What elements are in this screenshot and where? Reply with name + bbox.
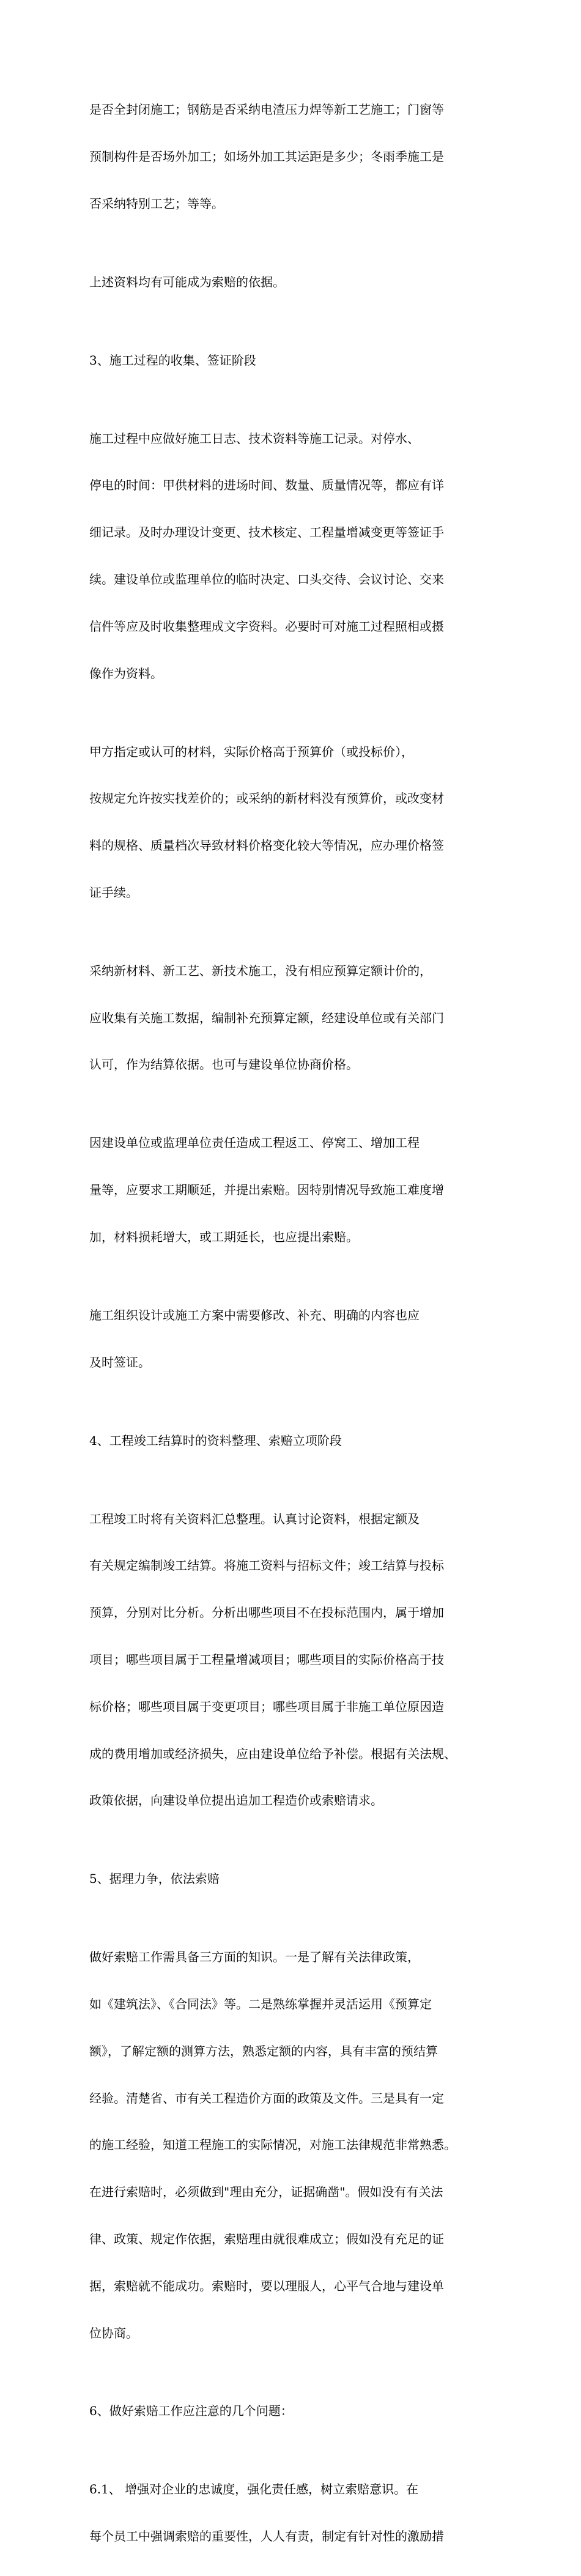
paragraph-rework-claims xyxy=(89,1104,493,1277)
text-line: 4、工程竣工结算时的资料整理、索赔立项阶段 xyxy=(89,1433,342,1448)
text-line: 的施工经验，知道工程施工的实际情况，对施工法律规范非常熟悉。 xyxy=(89,2137,456,2153)
text-line: 在进行索赔时，必须做到"理由充分，证据确凿"。假如没有有关法 xyxy=(89,2184,443,2200)
section-heading-5 xyxy=(89,1840,493,1918)
paragraph-claims-basis xyxy=(89,243,493,322)
text-line: 标价格；哪些项目属于变更项目；哪些项目属于非施工单位原因造 xyxy=(89,1699,444,1714)
text-line: 料的规格、质量档次导致材料价格变化较大等情况，应办理价格签 xyxy=(89,838,444,853)
text-line: 是否全封闭施工；钢筋是否采纳电渣压力焊等新工艺施工；门窗等 xyxy=(89,102,444,117)
text-line: 信件等应及时收集整理成文字资料。必要时可对施工过程照相或摄 xyxy=(89,618,444,634)
text-line: 像作为资料。 xyxy=(89,666,163,681)
text-line: 经验。清楚省、市有关工程造价方面的政策及文件。三是具有一定 xyxy=(89,2090,444,2106)
text-line: 预制构件是否场外加工；如场外加工其运距是多少；冬雨季施工是 xyxy=(89,149,444,164)
text-line: 加，材料损耗增大，或工期延长，也应提出索赔。 xyxy=(89,1229,358,1244)
text-line: 甲方指定或认可的材料，实际价格高于预算价（或投标价）， xyxy=(89,744,413,759)
section-heading-6 xyxy=(89,2372,493,2451)
text-line: 项目；哪些项目属于工程量增减项目；哪些项目的实际价格高于技 xyxy=(89,1652,444,1667)
text-line: 6.1、 增强对企业的忠诚度，强化责任感，树立索赔意识。在 xyxy=(89,2482,419,2497)
text-line: 有关规定编制竣工结算。将施工资料与招标文件；竣工结算与投标 xyxy=(89,1558,444,1573)
text-line: 认可，作为结算依据。也可与建设单位协商价格。 xyxy=(89,1057,358,1072)
text-line: 及时签证。 xyxy=(89,1354,150,1370)
text-line: 续。建设单位或监理单位的临时决定、口头交待、会议讨论、交来 xyxy=(89,572,444,587)
paragraph-new-materials xyxy=(89,932,493,1105)
text-line: 施工过程中应做好施工日志、技术资料等施工记录。对停水、 xyxy=(89,431,420,446)
paragraph-claim-knowledge xyxy=(89,1918,493,2372)
text-line: 每个员工中强调索赔的重要性，人人有责，制定有针对性的激励措 xyxy=(89,2529,444,2544)
text-line: 采纳新材料、新工艺、新技术施工，没有相应预算定额计价的， xyxy=(89,963,432,978)
text-line: 否采纳特别工艺；等等。 xyxy=(89,196,224,211)
section-heading-4 xyxy=(89,1401,493,1480)
text-line: 上述资料均有可能成为索赔的依据。 xyxy=(89,274,285,289)
text-line: 政策依据，向建设单位提出追加工程造价或索赔请求。 xyxy=(89,1793,383,1808)
text-line: 证手续。 xyxy=(89,885,138,900)
text-line: 按规定允许按实找差价的；或采纳的新材料没有预算价，或改变材 xyxy=(89,791,444,806)
text-line: 量等，应要求工期顺延，并提出索赔。因特别情况导致施工难度增 xyxy=(89,1182,444,1198)
text-line: 预算，分别对比分析。分析出哪些项目不在投标范围内，属于增加 xyxy=(89,1605,444,1620)
text-line: 细记录。及时办理设计变更、技术核定、工程量增减变更等签证手 xyxy=(89,525,444,540)
paragraph-construction-records xyxy=(89,399,493,713)
paragraph-construction-details xyxy=(89,71,493,243)
text-line: 工程竣工时将有关资料汇总整理。认真讨论资料，根据定额及 xyxy=(89,1511,420,1526)
text-line: 律、政策、规定作依据，索赔理由就很难成立；假如没有充足的证 xyxy=(89,2231,444,2246)
text-line: 位协商。 xyxy=(89,2325,138,2340)
text-line: 应收集有关施工数据，编制补充预算定额，经建设单位或有关部门 xyxy=(89,1010,444,1025)
text-line: 5、据理力争，依法索赔 xyxy=(89,1871,220,1887)
paragraph-completion-settlement xyxy=(89,1480,493,1840)
text-line: 因建设单位或监理单位责任造成工程返工、停窝工、增加工程 xyxy=(89,1135,420,1151)
paragraph-design-changes xyxy=(89,1277,493,1402)
text-line: 3、施工过程的收集、签证阶段 xyxy=(89,352,256,368)
document-body xyxy=(89,71,493,2576)
text-line: 额》，了解定额的测算方法，熟悉定额的内容，具有丰富的预结算 xyxy=(89,2043,438,2058)
text-line: 施工组织设计或施工方案中需要修改、补充、明确的内容也应 xyxy=(89,1307,420,1323)
text-line: 停电的时间：甲供材料的进场时间、数量、质量情况等，都应有详 xyxy=(89,478,444,493)
text-line: 据，索赔就不能成功。索赔时，要以理服人，心平气合地与建设单 xyxy=(89,2278,444,2293)
paragraph-item-6-1 xyxy=(89,2451,493,2576)
paragraph-material-pricing xyxy=(89,713,493,932)
section-heading-3 xyxy=(89,322,493,400)
text-line: 做好索赔工作需具备三方面的知识。一是了解有关法律政策， xyxy=(89,1950,420,1965)
text-line: 成的费用增加或经济损失，应由建设单位给予补偿。根据有关法规、 xyxy=(89,1746,456,1761)
text-line: 6、做好索赔工作应注意的几个问题： xyxy=(89,2403,293,2419)
text-line: 如《建筑法》、《合同法》等。二是熟练掌握并灵活运用《预算定 xyxy=(89,1997,432,2012)
